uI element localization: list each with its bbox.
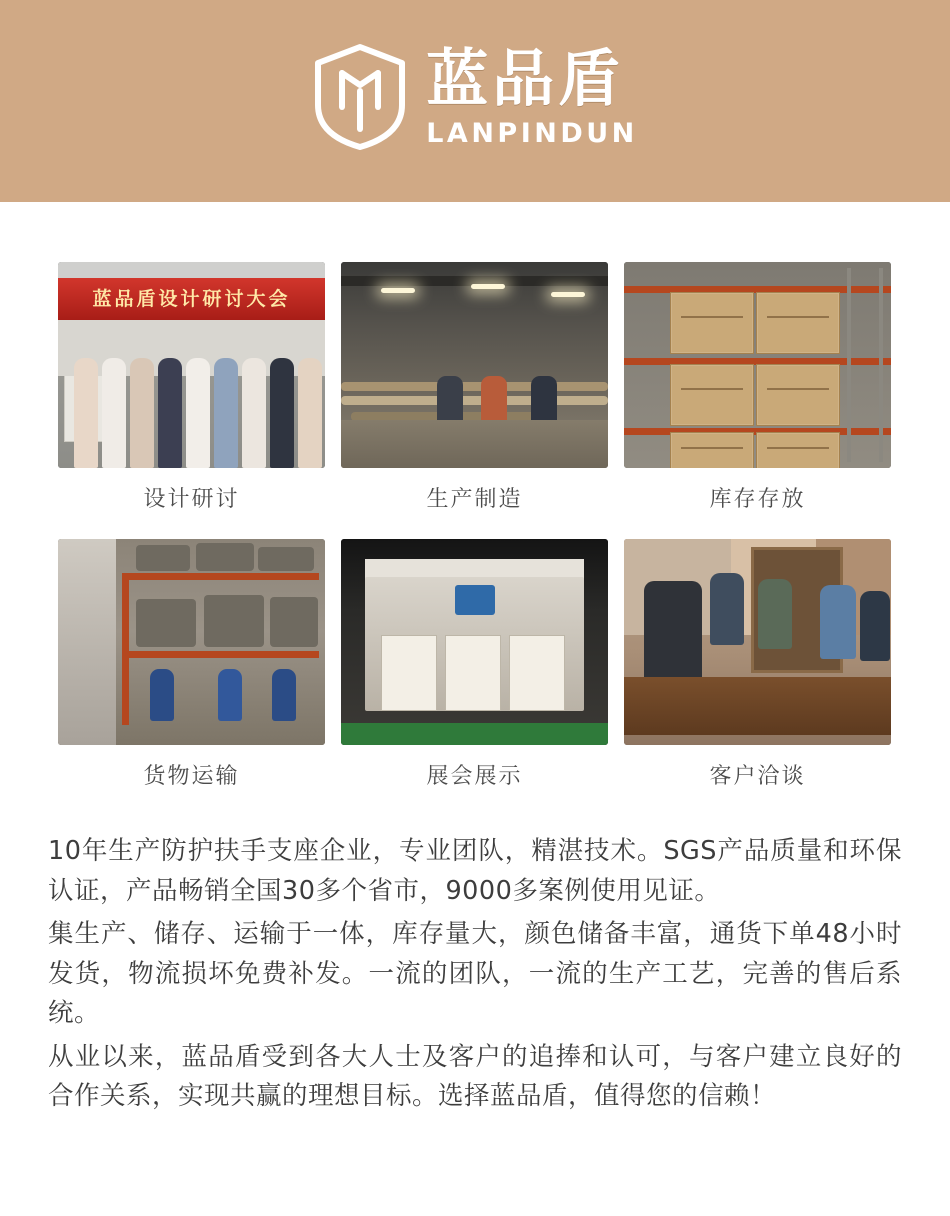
gallery-caption: 设计研讨 <box>143 487 240 512</box>
gallery-caption: 展会展示 <box>426 764 523 789</box>
brand-banner <box>0 0 950 202</box>
gallery-item <box>624 262 891 533</box>
gallery-item <box>341 262 608 533</box>
photo-client-meeting <box>624 539 891 745</box>
brand-name-en: LANPINDUN <box>426 117 638 149</box>
gallery-item <box>341 539 608 810</box>
photo-production-workshop <box>341 262 608 468</box>
description-paragraph-3: 从业以来，蓝品盾受到各大人士及客户的追捧和认可，与客户建立良好的合作关系，实现共赢的理想目标。选择蓝品盾，值得您的信赖！ <box>48 1041 902 1112</box>
gallery-caption: 货物运输 <box>143 764 240 789</box>
company-gallery <box>0 202 950 810</box>
company-description <box>0 810 950 1117</box>
brand-text <box>426 41 638 149</box>
seminar-banner-text: 蓝品盾设计研讨大会 <box>92 288 291 310</box>
gallery-item <box>58 262 325 533</box>
gallery-caption: 生产制造 <box>426 487 523 512</box>
description-paragraph-1: 10年生产防护扶手支座企业，专业团队，精湛技术。SGS产品质量和环保认证，产品畅销全国30多个省市，9000多案例使用见证。 <box>48 836 902 906</box>
photo-exhibition-booth <box>341 539 608 745</box>
gallery-caption: 客户洽谈 <box>709 764 806 789</box>
photo-warehouse-stock <box>624 262 891 468</box>
photo-design-seminar <box>58 262 325 468</box>
shield-logo-icon <box>312 43 408 151</box>
brand-name-cn: 蓝品盾 <box>426 41 625 115</box>
description-paragraph-2: 集生产、储存、运输于一体，库存量大，颜色储备丰富，通货下单48小时发货，物流损坏免费补发。一流的团队，一流的生产工艺，完善的售后系统。 <box>48 919 902 1029</box>
gallery-caption: 库存存放 <box>709 487 806 512</box>
gallery-item <box>58 539 325 810</box>
photo-goods-transport <box>58 539 325 745</box>
brand-logo <box>312 43 638 151</box>
gallery-item <box>624 539 891 810</box>
